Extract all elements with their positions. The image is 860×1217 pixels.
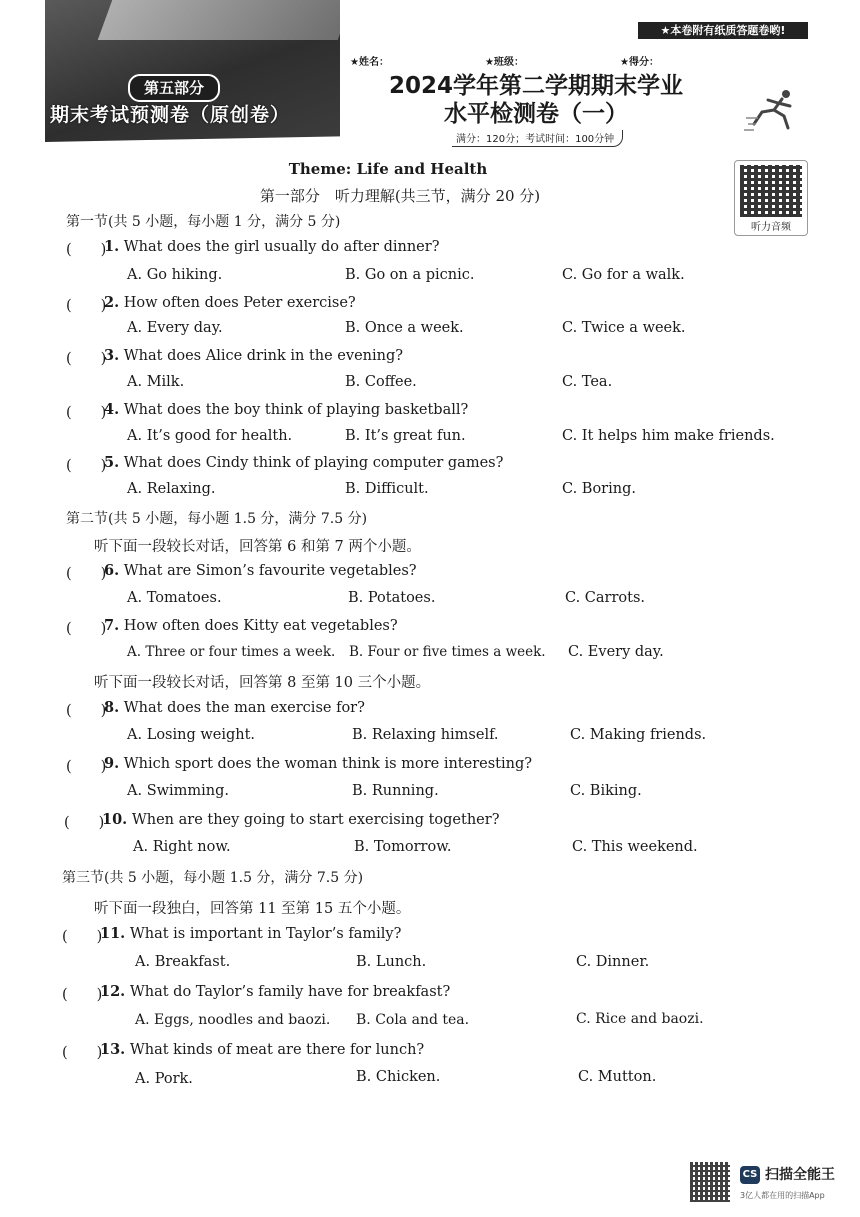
answer-blank-8[interactable]: ( ) — [66, 703, 107, 719]
option-6b: B. Potatoes. — [348, 590, 436, 606]
runner-icon — [744, 88, 802, 134]
option-2b: B. Once a week. — [345, 320, 464, 336]
option-3c: C. Tea. — [562, 374, 613, 390]
question-3: 3. What does Alice drink in the evening? — [104, 347, 404, 364]
question-12: 12. What do Taylor’s family have for breakfast? — [100, 983, 451, 1000]
option-5c: C. Boring. — [562, 481, 636, 497]
option-13a: A. Pork. — [135, 1071, 193, 1087]
option-1c: C. Go for a walk. — [562, 267, 685, 283]
score-field: ★得分： — [620, 57, 659, 68]
question-9: 9. Which sport does the woman think is more interesting? — [104, 755, 533, 772]
answer-blank-3[interactable]: ( ) — [66, 351, 107, 367]
answer-blank-12[interactable]: ( ) — [62, 987, 103, 1003]
answer-blank-4[interactable]: ( ) — [66, 405, 107, 421]
part1-heading: 第一部分 听力理解(共三节，满分 20 分) — [259, 187, 541, 205]
question-4: 4. What does the boy think of playing basketball? — [104, 401, 469, 418]
answer-blank-10[interactable]: ( ) — [64, 815, 105, 831]
question-7: 7. How often does Kitty eat vegetables? — [104, 617, 398, 634]
class-field: ★班级： — [485, 57, 524, 68]
option-13b: B. Chicken. — [356, 1069, 441, 1085]
camscanner-name: 扫描全能王 — [765, 1167, 835, 1183]
exam-title — [356, 72, 716, 128]
banner-title: 期末考试预测卷（原创卷） — [50, 104, 291, 126]
option-7c: C. Every day. — [568, 644, 664, 660]
answer-blank-13[interactable]: ( ) — [62, 1045, 103, 1061]
question-2: 2. How often does Peter exercise? — [104, 294, 356, 311]
option-13c: C. Mutton. — [578, 1069, 657, 1085]
option-9c: C. Biking. — [570, 783, 642, 799]
option-7b: B. Four or five times a week. — [349, 644, 546, 660]
option-11b: B. Lunch. — [356, 954, 427, 970]
option-8b: B. Relaxing himself. — [352, 727, 499, 743]
option-9a: A. Swimming. — [127, 783, 230, 799]
question-6: 6. What are Simon’s favourite vegetables? — [104, 562, 417, 579]
option-3b: B. Coffee. — [345, 374, 417, 390]
option-5b: B. Difficult. — [345, 481, 429, 497]
question-11: 11. What is important in Taylor’s family? — [100, 925, 402, 942]
option-8c: C. Making friends. — [570, 727, 707, 743]
option-6c: C. Carrots. — [565, 590, 646, 606]
option-4a: A. It’s good for health. — [127, 428, 293, 444]
section1-heading: 第一节(共 5 小题，每小题 1 分，满分 5 分) — [66, 214, 341, 230]
question-10: 10. When are they going to start exercising together? — [102, 811, 500, 828]
option-2c: C. Twice a week. — [562, 320, 686, 336]
option-5a: A. Relaxing. — [127, 481, 216, 497]
question-8: 8. What does the man exercise for? — [104, 699, 365, 716]
camscanner-logo: CS — [740, 1166, 760, 1184]
option-12a: A. Eggs, noodles and baozi. — [135, 1012, 331, 1028]
exam-meta: 满分：120分；考试时间：100分钟 — [452, 130, 623, 147]
qr-label: 听力音频 — [751, 222, 791, 233]
answer-blank-2[interactable]: ( ) — [66, 298, 107, 314]
question-1: 1. What does the girl usually do after dinner? — [104, 238, 440, 255]
answer-blank-5[interactable]: ( ) — [66, 458, 107, 474]
option-8a: A. Losing weight. — [127, 727, 256, 743]
section3-instruction: 听下面一段独白，回答第 11 至第 15 五个小题。 — [94, 901, 411, 917]
section2-heading: 第二节(共 5 小题，每小题 1.5 分，满分 7.5 分) — [66, 511, 368, 527]
camscanner-tagline: 3亿人都在用的扫描App — [740, 1191, 825, 1200]
question-5: 5. What does Cindy think of playing computer games? — [104, 454, 504, 471]
option-11a: A. Breakfast. — [135, 954, 231, 970]
section3-heading: 第三节(共 5 小题，每小题 1.5 分，满分 7.5 分) — [62, 870, 364, 886]
option-4b: B. It’s great fun. — [345, 428, 466, 444]
answer-sheet-notice: ★本卷附有纸质答题卷哟! — [638, 22, 808, 39]
section2-instruction-a: 听下面一段较长对话，回答第 6 和第 7 两个小题。 — [94, 539, 421, 555]
part-badge: 第五部分 — [128, 74, 220, 102]
footer-qr-code — [690, 1162, 730, 1202]
question-13: 13. What kinds of meat are there for lunch? — [100, 1041, 425, 1058]
option-10c: C. This weekend. — [572, 839, 698, 855]
option-3a: A. Milk. — [127, 374, 185, 390]
option-10b: B. Tomorrow. — [354, 839, 452, 855]
exam-title-line2: 水平检测卷（一） — [444, 101, 628, 127]
option-1b: B. Go on a picnic. — [345, 267, 475, 283]
option-2a: A. Every day. — [127, 320, 223, 336]
option-7a: A. Three or four times a week. — [127, 644, 336, 660]
option-12c: C. Rice and baozi. — [576, 1011, 704, 1027]
option-4c: C. It helps him make friends. — [562, 428, 775, 444]
option-11c: C. Dinner. — [576, 954, 650, 970]
theme: Theme: Life and Health — [288, 160, 488, 178]
option-6a: A. Tomatoes. — [127, 590, 222, 606]
name-field: ★姓名： — [350, 57, 389, 68]
exam-title-line1: 2024学年第二学期期末学业 — [388, 73, 683, 99]
section2-instruction-b: 听下面一段较长对话，回答第 8 至第 10 三个小题。 — [94, 675, 431, 691]
answer-blank-9[interactable]: ( ) — [66, 759, 107, 775]
option-12b: B. Cola and tea. — [356, 1012, 470, 1028]
answer-blank-7[interactable]: ( ) — [66, 621, 107, 637]
answer-blank-6[interactable]: ( ) — [66, 566, 107, 582]
option-1a: A. Go hiking. — [127, 267, 223, 283]
option-9b: B. Running. — [352, 783, 439, 799]
answer-blank-11[interactable]: ( ) — [62, 929, 103, 945]
option-10a: A. Right now. — [133, 839, 231, 855]
answer-blank-1[interactable]: ( ) — [66, 242, 107, 258]
